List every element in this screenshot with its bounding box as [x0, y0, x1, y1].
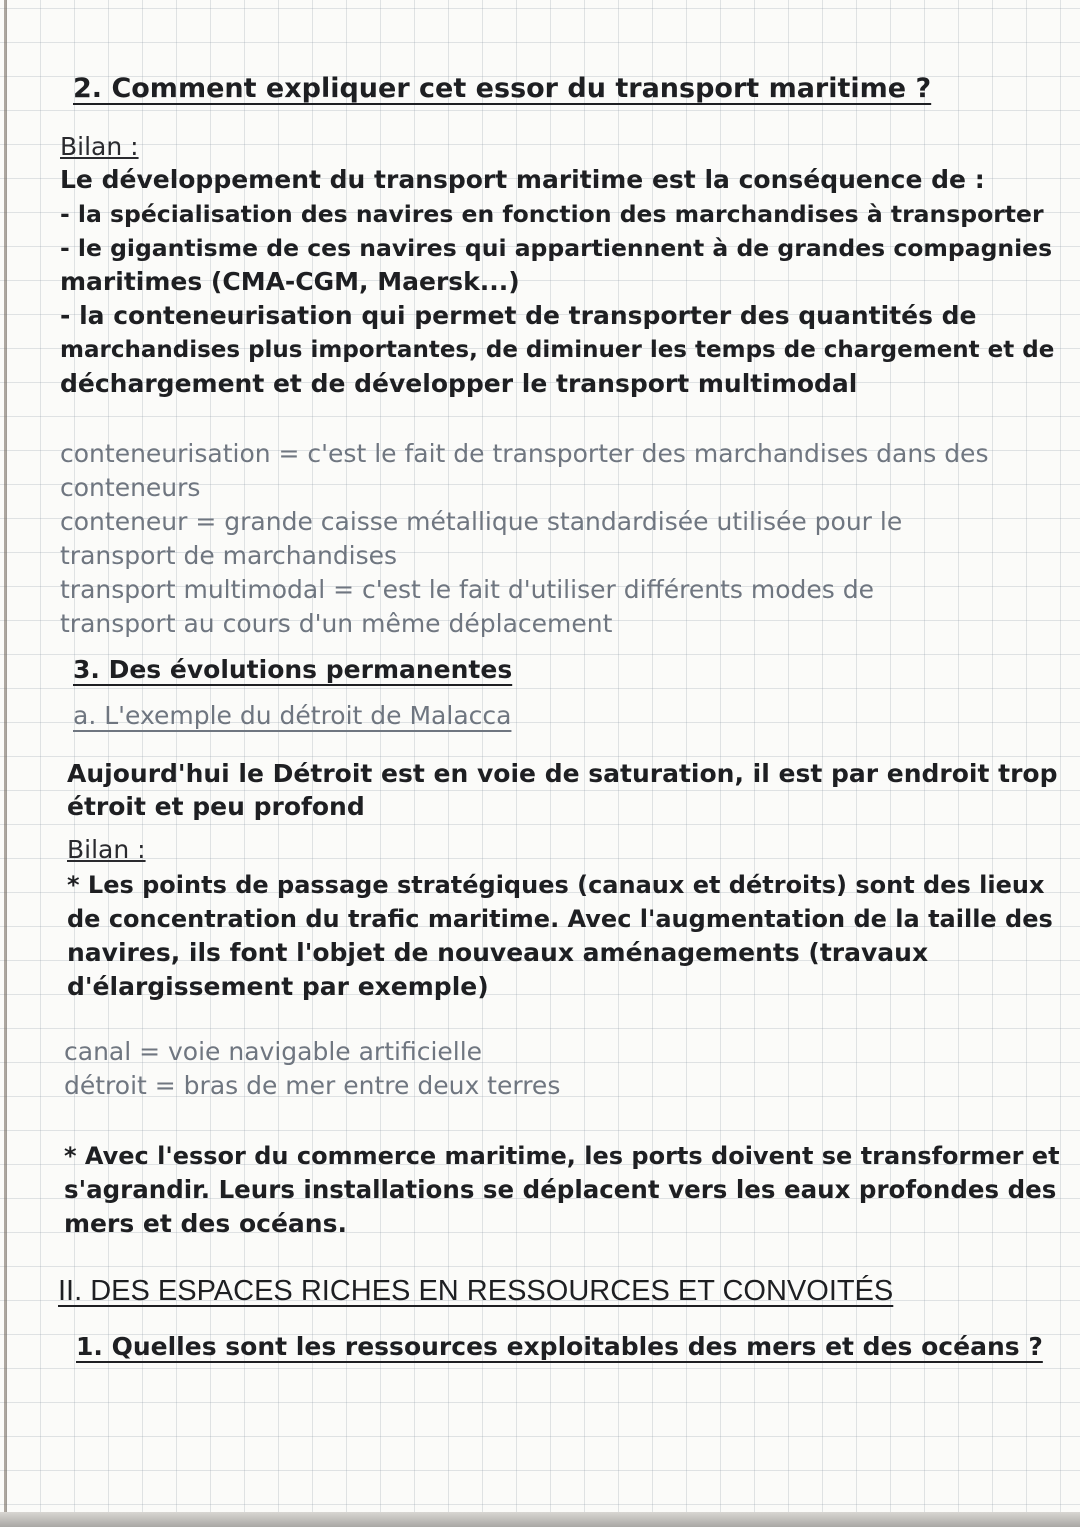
bilan-line: marchandises plus importantes, de diminuer les temps de chargement et de: [60, 337, 1055, 363]
section-3-title: 3. Des évolutions permanentes: [73, 655, 513, 684]
bilan-line: - la conteneurisation qui permet de transporter des quantités de: [60, 301, 977, 330]
part-2-heading: II. DES ESPACES RICHES EN RESSOURCES ET CONVOITÉS: [58, 1275, 894, 1307]
bilan-line: Le développement du transport maritime est la conséquence de :: [60, 165, 985, 194]
bilan-line: mers et des océans.: [64, 1209, 347, 1238]
definition-line: détroit = bras de mer entre deux terres: [64, 1071, 561, 1100]
bilan-line: de concentration du trafic maritime. Avec l'augmentation de la taille des: [67, 905, 1053, 933]
bilan-line: * Les points de passage stratégiques (canaux et détroits) sont des lieux: [67, 871, 1045, 899]
definition-line: conteneur = grande caisse métallique standardisée utilisée pour le: [60, 507, 903, 536]
definition-line: transport de marchandises: [60, 541, 398, 570]
definition-line: conteneurs: [60, 473, 201, 502]
intro-line: étroit et peu profond: [67, 792, 365, 821]
bilan-line: d'élargissement par exemple): [67, 972, 489, 1001]
definition-line: transport au cours d'un même déplacement: [60, 609, 613, 638]
notebook-margin-line: [4, 0, 7, 1527]
bilan-line: * Avec l'essor du commerce maritime, les ports doivent se transformer et: [64, 1142, 1060, 1170]
page-bottom-edge: [0, 1512, 1080, 1527]
bilan-line: maritimes (CMA-CGM, Maersk...): [60, 267, 520, 296]
part-2-question: 1. Quelles sont les ressources exploitables des mers et des océans ?: [76, 1332, 1043, 1361]
bilan-label: Bilan :: [67, 835, 146, 864]
subsection-title: a. L'exemple du détroit de Malacca: [73, 701, 512, 730]
definition-line: canal = voie navigable artificielle: [64, 1037, 483, 1066]
bilan-line: déchargement et de développer le transport multimodal: [60, 369, 858, 398]
section-2-title: 2. Comment expliquer cet essor du transport maritime ?: [73, 73, 932, 104]
bilan-line: navires, ils font l'objet de nouveaux aménagements (travaux: [67, 938, 929, 967]
bilan-label: Bilan :: [60, 132, 139, 161]
definition-line: conteneurisation = c'est le fait de transporter des marchandises dans des: [60, 439, 989, 468]
bilan-line: - le gigantisme de ces navires qui appartiennent à de grandes compagnies: [60, 234, 1053, 262]
bilan-line: - la spécialisation des navires en fonction des marchandises à transporter: [60, 200, 1044, 228]
definition-line: transport multimodal = c'est le fait d'utiliser différents modes de: [60, 575, 874, 604]
bilan-line: s'agrandir. Leurs installations se déplacent vers les eaux profondes des: [64, 1175, 1057, 1204]
intro-line: Aujourd'hui le Détroit est en voie de saturation, il est par endroit trop: [67, 759, 1058, 788]
